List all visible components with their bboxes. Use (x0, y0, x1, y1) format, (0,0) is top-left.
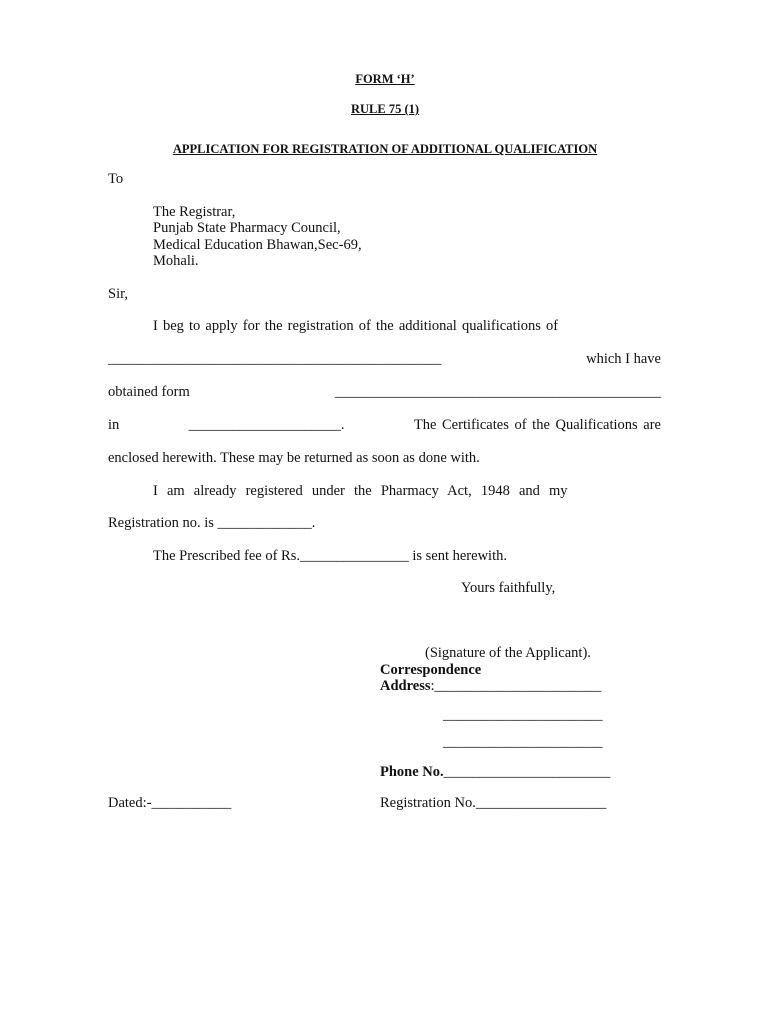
address-line-2: Punjab State Pharmacy Council, (153, 220, 341, 236)
paragraph-3: The Prescribed fee of Rs._______________ is sent herewith. (153, 548, 507, 564)
p1-line1-text: I beg to apply for the registration of the additional qualifications of (153, 318, 559, 334)
paragraph-1-line-2 (108, 351, 661, 368)
paragraph-1-line-5: enclosed herewith. These may be returned as soon as done with. (108, 450, 480, 466)
correspondence-label: Correspondence (380, 662, 482, 678)
year-blank[interactable]: _____________________. (188, 417, 345, 433)
rule-number: RULE 75 (1) (350, 102, 420, 116)
address-line-1: The Registrar, (153, 204, 236, 220)
paragraph-1-line-4 (108, 417, 661, 434)
qualification-blank[interactable]: ______________________________________________ (108, 351, 442, 367)
p1-line4-text: in (108, 417, 120, 433)
address-blank-1[interactable]: :_______________________ (430, 678, 602, 694)
paragraph-1-line-1 (153, 318, 661, 335)
address-line-3: Medical Education Bhawan,Sec-69, (153, 237, 362, 253)
dated-field[interactable]: Dated:-___________ (108, 795, 232, 811)
phone-blank[interactable]: _______________________ (443, 764, 611, 780)
to-label: To (108, 171, 124, 187)
paragraph-2-line-1: I am already registered under the Pharmacy Act, 1948 and my (153, 483, 568, 499)
address-field (380, 678, 601, 695)
address-blank-2[interactable]: ______________________ (443, 707, 603, 723)
paragraph-1-line-3 (108, 384, 661, 401)
registration-field[interactable]: Registration No.__________________ (380, 795, 607, 811)
address-line-4: Mohali. (153, 253, 199, 269)
p1-line4-rest: The Certificates of the Qualifications are (413, 417, 661, 433)
form-title: FORM ‘H’ (355, 72, 415, 86)
phone-label: Phone No. (380, 764, 444, 780)
obtained-from-blank[interactable]: _____________________________________________ (334, 384, 661, 400)
address-label: Address (380, 678, 431, 694)
yours-faithfully: Yours faithfully, (461, 580, 556, 596)
phone-field (380, 764, 610, 781)
address-blank-3[interactable]: ______________________ (443, 734, 603, 750)
application-title: APPLICATION FOR REGISTRATION OF ADDITIONAL QUALIFICATION (172, 142, 598, 156)
signature-label: (Signature of the Applicant). (425, 645, 591, 661)
salutation: Sir, (108, 286, 128, 302)
paragraph-2-line-2: Registration no. is _____________. (108, 515, 316, 531)
p1-line3-text: obtained form (108, 384, 190, 400)
p1-line2-text: which I have (586, 351, 661, 367)
